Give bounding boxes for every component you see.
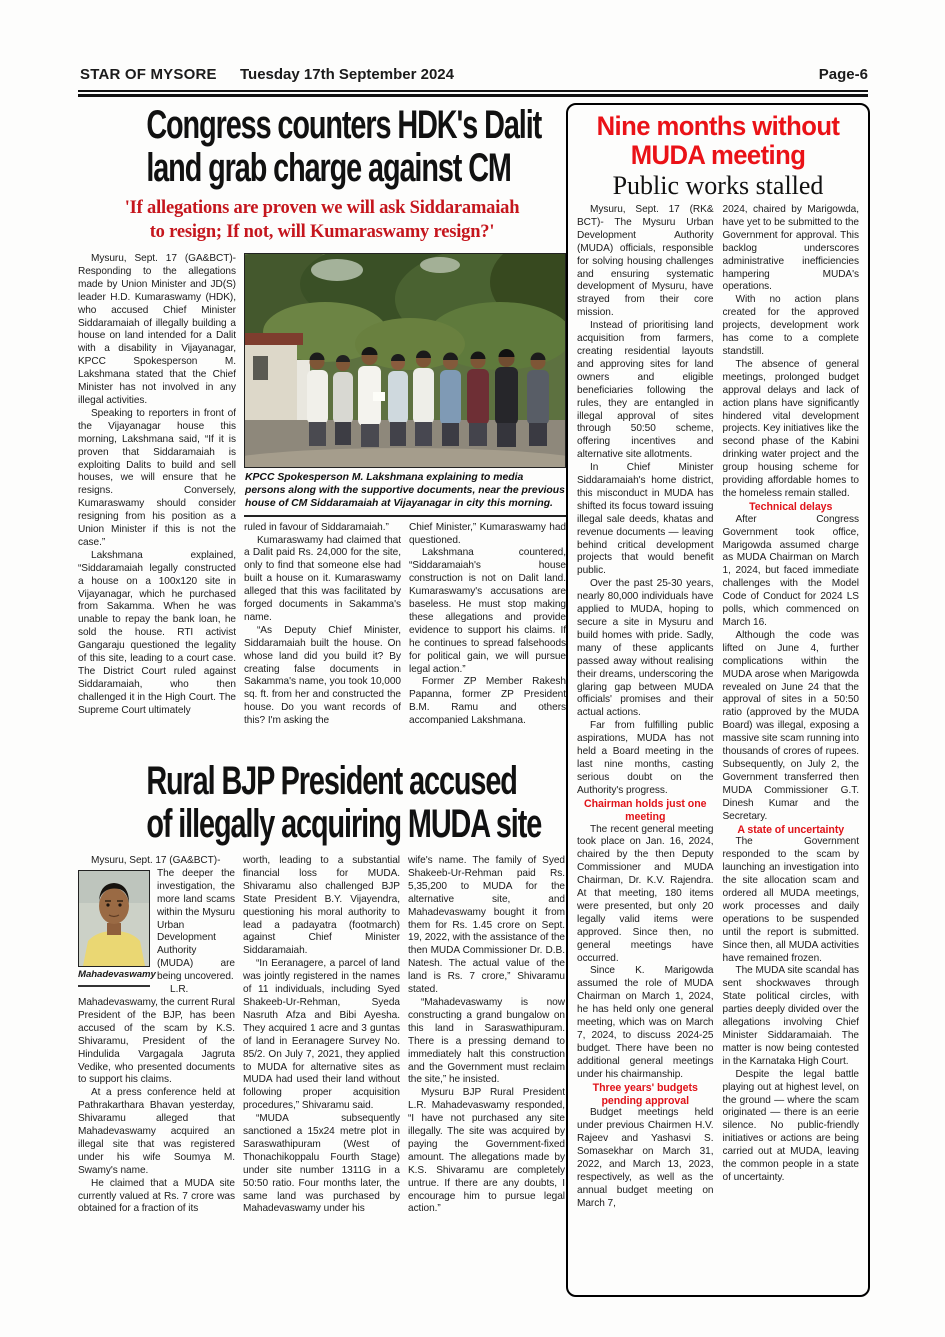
article-paragraph: “MUDA subsequently sanctioned a 15x24 metre plot in Saraswathipuram (West of Thonachikoppalu Fourth Stage) under site number 1311G in a 50:50 ratio. Four months later, the same land was purchased by Mahadevaswamy under his xyxy=(243,1113,400,1215)
article-paragraph: At a press conference held at Pathrakarthara Bhavan yesterday, Shivaramu alleged that Mahadevaswamy acquired an illegal site that was registered under his wife Soumya M. Swamy's name. xyxy=(78,1087,235,1176)
article-paragraph: The absence of general meetings, prolonged budget approval delays and lack of action plans have significantly hindered vital development projects. Key initiatives like the second phase of the Kabini drinking water project and the group housing scheme for providing affordable homes to the homeless remain stalled. xyxy=(722,358,859,499)
article-paragraph: “In Eeranagere, a parcel of land was jointly registered in the names of 11 individuals, including Syed Shakeeb-Ur-Rehman, Syeda Nasruth Afza and Bibi Ayesha. They acquired 1 acre and 3 guntas of land in Eeranagere Survey No. 85/2. On July 7, 2021, they applied to MUDA for alternative sites as MUDA had used their land without following proper acquisition procedures,” Shivaramu said. xyxy=(243,958,400,1112)
article-paragraph: “As Deputy Chief Minister, Siddaramaiah built the house. On whose land did you build it? By creating false documents in Sakamma's name, you took 10,000 sq. ft. from her and constructed the house. Do you want records of this? I'm asking the xyxy=(244,624,401,727)
article-paragraph: In Chief Minister Siddaramaiah's home district, this misconduct in MUDA has shifted its focus toward issuing illegal sale deeds, khatas and revenue documents — leaving behind critical development projects that would benefit public. xyxy=(577,462,714,577)
bjp-column-3 xyxy=(408,855,565,1297)
headline-line: Rural BJP President accused xyxy=(146,759,517,803)
page-number: Page-6 xyxy=(818,66,868,83)
article-paragraph: Instead of prioritising land acquisition from farmers, creating residential layouts and approving sites for land owners and eligible beneficiaries following the rules, they are entangled in illegal approval of sites through 50:50 scheme, offering incentives and alternative site allotments. xyxy=(577,320,714,461)
article-paragraph: With no action plans created for the approved projects, development work has come to a complete standstill. xyxy=(722,294,859,357)
muda-column-2 xyxy=(723,204,860,1276)
bjp-article xyxy=(78,760,566,1297)
article-paragraph: L.R. Mahadevaswamy, the current Rural President of the BJP, has been accused of the scam by K.S. Shivaramu, President of the Hindulida Vargagala Jagruta Vedike, who presented documents to support his claims. xyxy=(78,984,235,1086)
masthead-bar xyxy=(78,66,868,86)
muda-headline xyxy=(577,112,859,170)
portrait-caption: Mahadevaswamy xyxy=(78,967,150,987)
portrait-photo xyxy=(78,870,156,987)
article-paragraph: Despite the legal battle playing out at highest level, on the ground — where the scam originated — there is an eerie silence. No public-friendly initiatives or actions are being carried out at MUDA, leaving the common people in a state of uncertainty. xyxy=(722,1068,859,1183)
article-paragraph: 2024, chaired by Marigowda, have yet to be submitted to the Government for approval. This backlog underscores administrative inefficiencies hampering MUDA's operations. xyxy=(722,204,859,293)
article-paragraph: Lakshmana explained, “Siddaramaiah legally constructed a house on a 100x120 site in Vijayanagar, which he purchased from Sakamma. When he was unable to repay the bank loan, he sold the house. RTI activist Gangaraju questioned the legality of this site, leading to a court case. The District Court ruled against Siddaramaiah, who then challenged it in the High Court. The Supreme Court ultimately xyxy=(78,549,236,716)
article-paragraph: “Mahadevaswamy is now constructing a grand bungalow on this land in Saraswathipuram. There is a pressing demand to immediately halt this construction and the Government must reclaim the site,” he insisted. xyxy=(408,996,565,1086)
article-paragraph: After Congress Government took office, Marigowda assumed charge as MUDA Chairman on March 1, 2024, but faced immediate challenges with the Model Code of Conduct for 2024 LS polls, which commenced on March 16. xyxy=(722,513,859,628)
section-subhead: A state of uncertainty xyxy=(737,823,845,836)
article-paragraph: Chief Minister,” Kumaraswamy had questioned. xyxy=(409,521,566,546)
article-paragraph: Mysuru, Sept. 17 (RK& BCT)- The Mysuru Urban Development Authority (MUDA) officials, responsible for solving housing challenges and ensuring systematic development of Mysuru, have strayed from their core mission. xyxy=(577,204,714,319)
article-paragraph: Since K. Marigowda assumed the role of MUDA Chairman on March 1, 2024, he has held only one general meeting, which was on March 7, 2024, to discuss 2024-25 budget. There have been no additional general meetings under his chairmanship. xyxy=(577,965,714,1080)
section-subhead: Technical delays xyxy=(749,500,833,513)
article-paragraph: Mysuru BJP Rural President L.R. Mahadevaswamy responded, “I have not purchased any site illegally. The site was acquired by paying the Government-fixed amount. The allegations made by K.S. Shivaramu are completely untrue. If there are any doubts, I encourage him to pursue legal action.” xyxy=(408,1087,565,1215)
muda-article-box xyxy=(566,103,870,1297)
article-paragraph: Lakshmana countered, “Siddaramaiah's house construction is not on Dalit land. Kumaraswamy's accusations are baseless. He must stop making these allegations and provide evidence to support his claims. If he continues to spread falsehoods for political gain, we will pursue legal action.” xyxy=(409,547,566,675)
press-photo-image xyxy=(245,254,565,467)
article-paragraph: ruled in favour of Siddaramaiah.” xyxy=(244,521,389,533)
muda-subheadline: Public works stalled xyxy=(612,171,824,200)
masthead-rule-thin xyxy=(78,90,868,92)
headline-line: Congress counters HDK's Dalit xyxy=(146,103,542,147)
section-subhead: Three years' budgets pending approval xyxy=(592,1081,698,1107)
bjp-column-1 xyxy=(78,855,235,1297)
congress-column-2 xyxy=(244,522,401,758)
congress-column-1 xyxy=(78,253,236,767)
article-paragraph: The recent general meeting took place on Jan. 16, 2024, chaired by the then Deputy Commissioner and MUDA Chairman, Dr. K.V. Rajendra. At that meeting, 180 items were presented, but only 20 legally valid items were approved. Since then, no general meetings have occurred. xyxy=(577,823,714,964)
article-dateline: Mysuru, Sept. 17 (GA&BCT)- xyxy=(91,855,221,866)
headline-line: of illegally acquiring MUDA site xyxy=(146,802,542,846)
kicker-line: 'If allegations are proven we will ask Siddaramaiah xyxy=(124,198,520,218)
article-paragraph: Mysuru, Sept. 17 (GA&BCT)- Responding to the allegations made by Union Minister and JD(S) leader H.D. Kumaraswamy (HDK), who accused Chief Minister Siddaramaiah of illegally building a house on land intended for a Dalit with a disability in Vijayanagar, KPCC Spokesperson M. Lakshmana stated that the Chief Minister has not involved in any illegal activities. xyxy=(78,253,236,406)
article-paragraph: Former ZP Member Rakesh Papanna, former ZP President B.M. Ramu and others accompanied Lakshmana. xyxy=(409,676,566,727)
section-subhead: Chairman holds just one meeting xyxy=(584,797,707,823)
article-paragraph: Kumaraswamy had claimed that a Dalit paid Rs. 24,000 for the site, only to find that someone else had built a house on it. Kumaraswamy alleged that this was facilitated by forged documents in Sakamma's name. xyxy=(244,534,401,623)
article-paragraph: The deeper the investigation, the more land scams within the Mysuru Urban Development Authority (MUDA) are being uncovered. xyxy=(157,867,235,983)
masthead-rule-thick xyxy=(78,94,868,97)
article-paragraph: The Government responded to the scam by launching an investigation into the site allocation scam and ordered all MUDA meetings, work processes and daily operations to be suspended until the report is submitted. Since then, all MUDA activities have remained frozen. xyxy=(722,836,859,964)
portrait-photo-image xyxy=(79,871,149,966)
congress-kicker xyxy=(78,196,566,244)
press-photo xyxy=(244,253,566,468)
article-paragraph: Although the code was lifted on June 4, further complications within the MUDA arose when Marigowda revealed on June 24 that the approval of sites in a 50:50 ratio (approved by the MUDA Board) was illegal, exposing a massive site scam running into thousands of crores of rupees. Subsequently, on July 2, the Government transferred then MUDA Commissioner G.T. Dinesh Kumar and the Secretary. xyxy=(722,629,859,822)
article-paragraph: Over the past 25-30 years, nearly 80,000 individuals have applied to MUDA, hoping to secure a site in Mysuru and build homes with pride. Sadly, many of these applicants passed away without realising their dreams, underscoring the glaring gap between MUDA officials' promises and their actual actions. xyxy=(577,578,714,719)
muda-column-1 xyxy=(577,204,714,1276)
congress-column-3 xyxy=(409,522,566,758)
article-paragraph: worth, leading to a substantial financial loss for MUDA. Shivaramu also challenged BJP State President B.Y. Vijayendra, questioning his moral authority to lead a padayatra (footmarch) against Chief Minister Siddaramaiah. xyxy=(243,855,400,957)
press-photo-caption: KPCC Spokesperson M. Lakshmana explaining to media persons along with the supportive documents, near the previous house of CM Siddaramaiah at Vijayanagar in city this morning. xyxy=(244,468,566,517)
issue-date: Tuesday 17th September 2024 xyxy=(240,66,454,83)
article-paragraph: wife's name. The family of Syed Shakeeb-Ur-Rehman paid Rs. 5,35,200 to MUDA for the alternative site, and Mahadevaswamy bought it from them for Rs. 1.45 crore on Sept. 19, 2022, with the assistance of the then MUDA Commissioner Dr. D.B. Natesh. The actual value of the land is Rs. 7 crore,” Shivaramu stated. xyxy=(408,855,565,996)
article-paragraph: He claimed that a MUDA site currently valued at Rs. 7 crore was obtained for a fraction of its xyxy=(78,1177,235,1215)
bjp-column-2 xyxy=(243,855,400,1297)
kicker-line: to resign; If not, will Kumaraswamy resign?' xyxy=(149,222,495,242)
article-paragraph: Speaking to reporters in front of the Vijayanagar house this morning, Lakshmana said, “If it is proven that Siddaramaiah is exploiting Dalits to build and sell houses, we will ensure that he resigns. Conversely, Kumaraswamy should consider resigning from his position as a Union Minister if this is not the case.” xyxy=(78,407,236,548)
headline-line: MUDA meeting xyxy=(630,140,806,170)
bjp-headline xyxy=(78,760,566,846)
congress-headline xyxy=(78,104,566,190)
article-paragraph: Budget meetings held under previous Chairmen H.V. Rajeev and Yashasvi S. Somasekhar on March 31, 2022, and March 13, 2023, respectively, as well as the annual budget meeting on March 7, xyxy=(577,1107,714,1209)
congress-article xyxy=(78,104,566,767)
article-paragraph: Far from fulfilling public aspirations, MUDA has not held a Board meeting in the last nine months, casting serious doubt on the Authority's progress. xyxy=(577,720,714,796)
paper-name: STAR OF MYSORE xyxy=(80,66,217,83)
headline-line: land grab charge against CM xyxy=(146,146,511,190)
headline-line: Nine months without xyxy=(596,111,840,141)
article-paragraph: The MUDA site scandal has sent shockwaves through State political circles, with parties deeply divided over the allegations involving Chief Minister Siddaramaiah. The matter is now being contested in the Karnataka High Court. xyxy=(722,965,859,1067)
